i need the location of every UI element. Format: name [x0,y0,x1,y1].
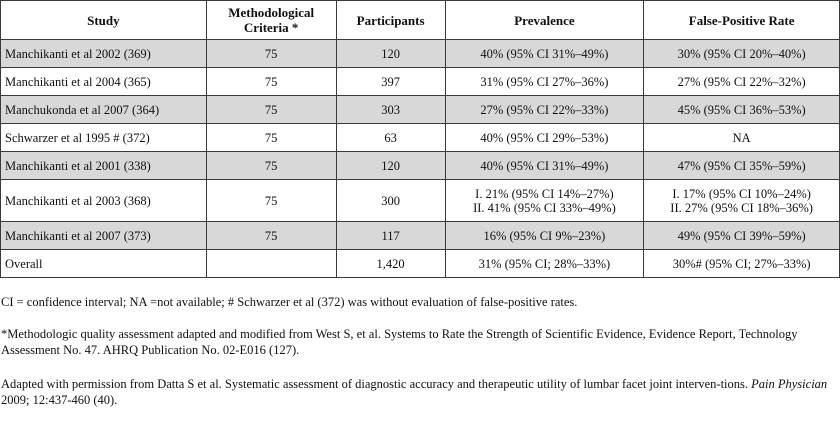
false-positive-cell: NA [644,124,840,152]
participants-cell: 303 [336,96,445,124]
study-cell: Manchikanti et al 2004 (365) [1,68,207,96]
prevalence-line-1: I. 21% (95% CI 14%–27%) [475,186,614,201]
false-positive-cell: 30% (95% CI 20%–40%) [644,40,840,68]
header-prevalence: Prevalence [445,1,644,40]
study-cell: Manchukonda et al 2007 (364) [1,96,207,124]
header-participants: Participants [336,1,445,40]
prevalence-cell: 40% (95% CI 29%–53%) [445,124,644,152]
criteria-cell: 75 [206,222,336,250]
false-positive-cell: 30%# (95% CI; 27%–33%) [644,250,840,278]
prevalence-cell: 31% (95% CI; 28%–33%) [445,250,644,278]
adaptation-note [1,376,837,408]
prevalence-cell: 16% (95% CI 9%–23%) [445,222,644,250]
participants-cell: 63 [336,124,445,152]
adaptation-text: Adapted with permission from Datta S et al. Systematic assessment of diagnostic accuracy and therapeutic utility of lumbar facet joint interven-tions. [1,377,749,391]
participants-cell: 300 [336,180,445,222]
citation-text: 2009; 12:437-460 (40). [1,393,118,407]
study-cell: Overall [1,250,207,278]
table-row [1,96,840,124]
table-row [1,40,840,68]
criteria-cell: 75 [206,68,336,96]
participants-cell: 120 [336,40,445,68]
header-methodological-criteria [206,1,336,40]
methodologic-note: *Methodologic quality assessment adapted and modified from West S, et al. Systems to Rate the Strength of Scientific Evidence, Evidence Report, Technology Assessment No. 47. AHRQ Publication No. 02-E016 (127). [1,327,798,357]
criteria-cell [206,250,336,278]
header-criteria-line2: Criteria * [243,20,299,35]
prevalence-cell [445,180,644,222]
study-cell: Manchikanti et al 2003 (368) [1,180,207,222]
study-cell: Schwarzer et al 1995 # (372) [1,124,207,152]
header-criteria-line1: Methodological [228,5,315,20]
header-study: Study [1,1,207,40]
prevalence-cell: 40% (95% CI 31%–49%) [445,152,644,180]
abbreviations-note: CI = confidence interval; NA =not available; # Schwarzer et al (372) was without evaluation of false-positive rates. [1,295,578,309]
prevalence-cell: 31% (95% CI 27%–36%) [445,68,644,96]
criteria-cell: 75 [206,96,336,124]
participants-cell: 1,420 [336,250,445,278]
participants-cell: 397 [336,68,445,96]
false-positive-line-1: I. 17% (95% CI 10%–24%) [672,186,811,201]
table-row [1,124,840,152]
false-positive-line-2: II. 27% (95% CI 18%–36%) [670,200,813,215]
table-header-row [1,1,840,40]
journal-name: Pain Physician [751,377,828,391]
false-positive-cell: 27% (95% CI 22%–32%) [644,68,840,96]
false-positive-cell: 47% (95% CI 35%–59%) [644,152,840,180]
participants-cell: 117 [336,222,445,250]
study-cell: Manchikanti et al 2007 (373) [1,222,207,250]
criteria-cell: 75 [206,40,336,68]
table-row [1,222,840,250]
table-row [1,68,840,96]
false-positive-cell: 45% (95% CI 36%–53%) [644,96,840,124]
prevalence-cell: 27% (95% CI 22%–33%) [445,96,644,124]
criteria-cell: 75 [206,124,336,152]
criteria-cell: 75 [206,152,336,180]
table-footnotes [1,294,837,426]
criteria-cell: 75 [206,180,336,222]
study-cell: Manchikanti et al 2001 (338) [1,152,207,180]
table-row [1,152,840,180]
prevalence-cell: 40% (95% CI 31%–49%) [445,40,644,68]
study-cell: Manchikanti et al 2002 (369) [1,40,207,68]
table-row [1,180,840,222]
false-positive-cell [644,180,840,222]
table-row-overall [1,250,840,278]
prevalence-line-2: II. 41% (95% CI 33%–49%) [473,200,616,215]
false-positive-cell: 49% (95% CI 39%–59%) [644,222,840,250]
header-false-positive-rate: False-Positive Rate [644,1,840,40]
participants-cell: 120 [336,152,445,180]
